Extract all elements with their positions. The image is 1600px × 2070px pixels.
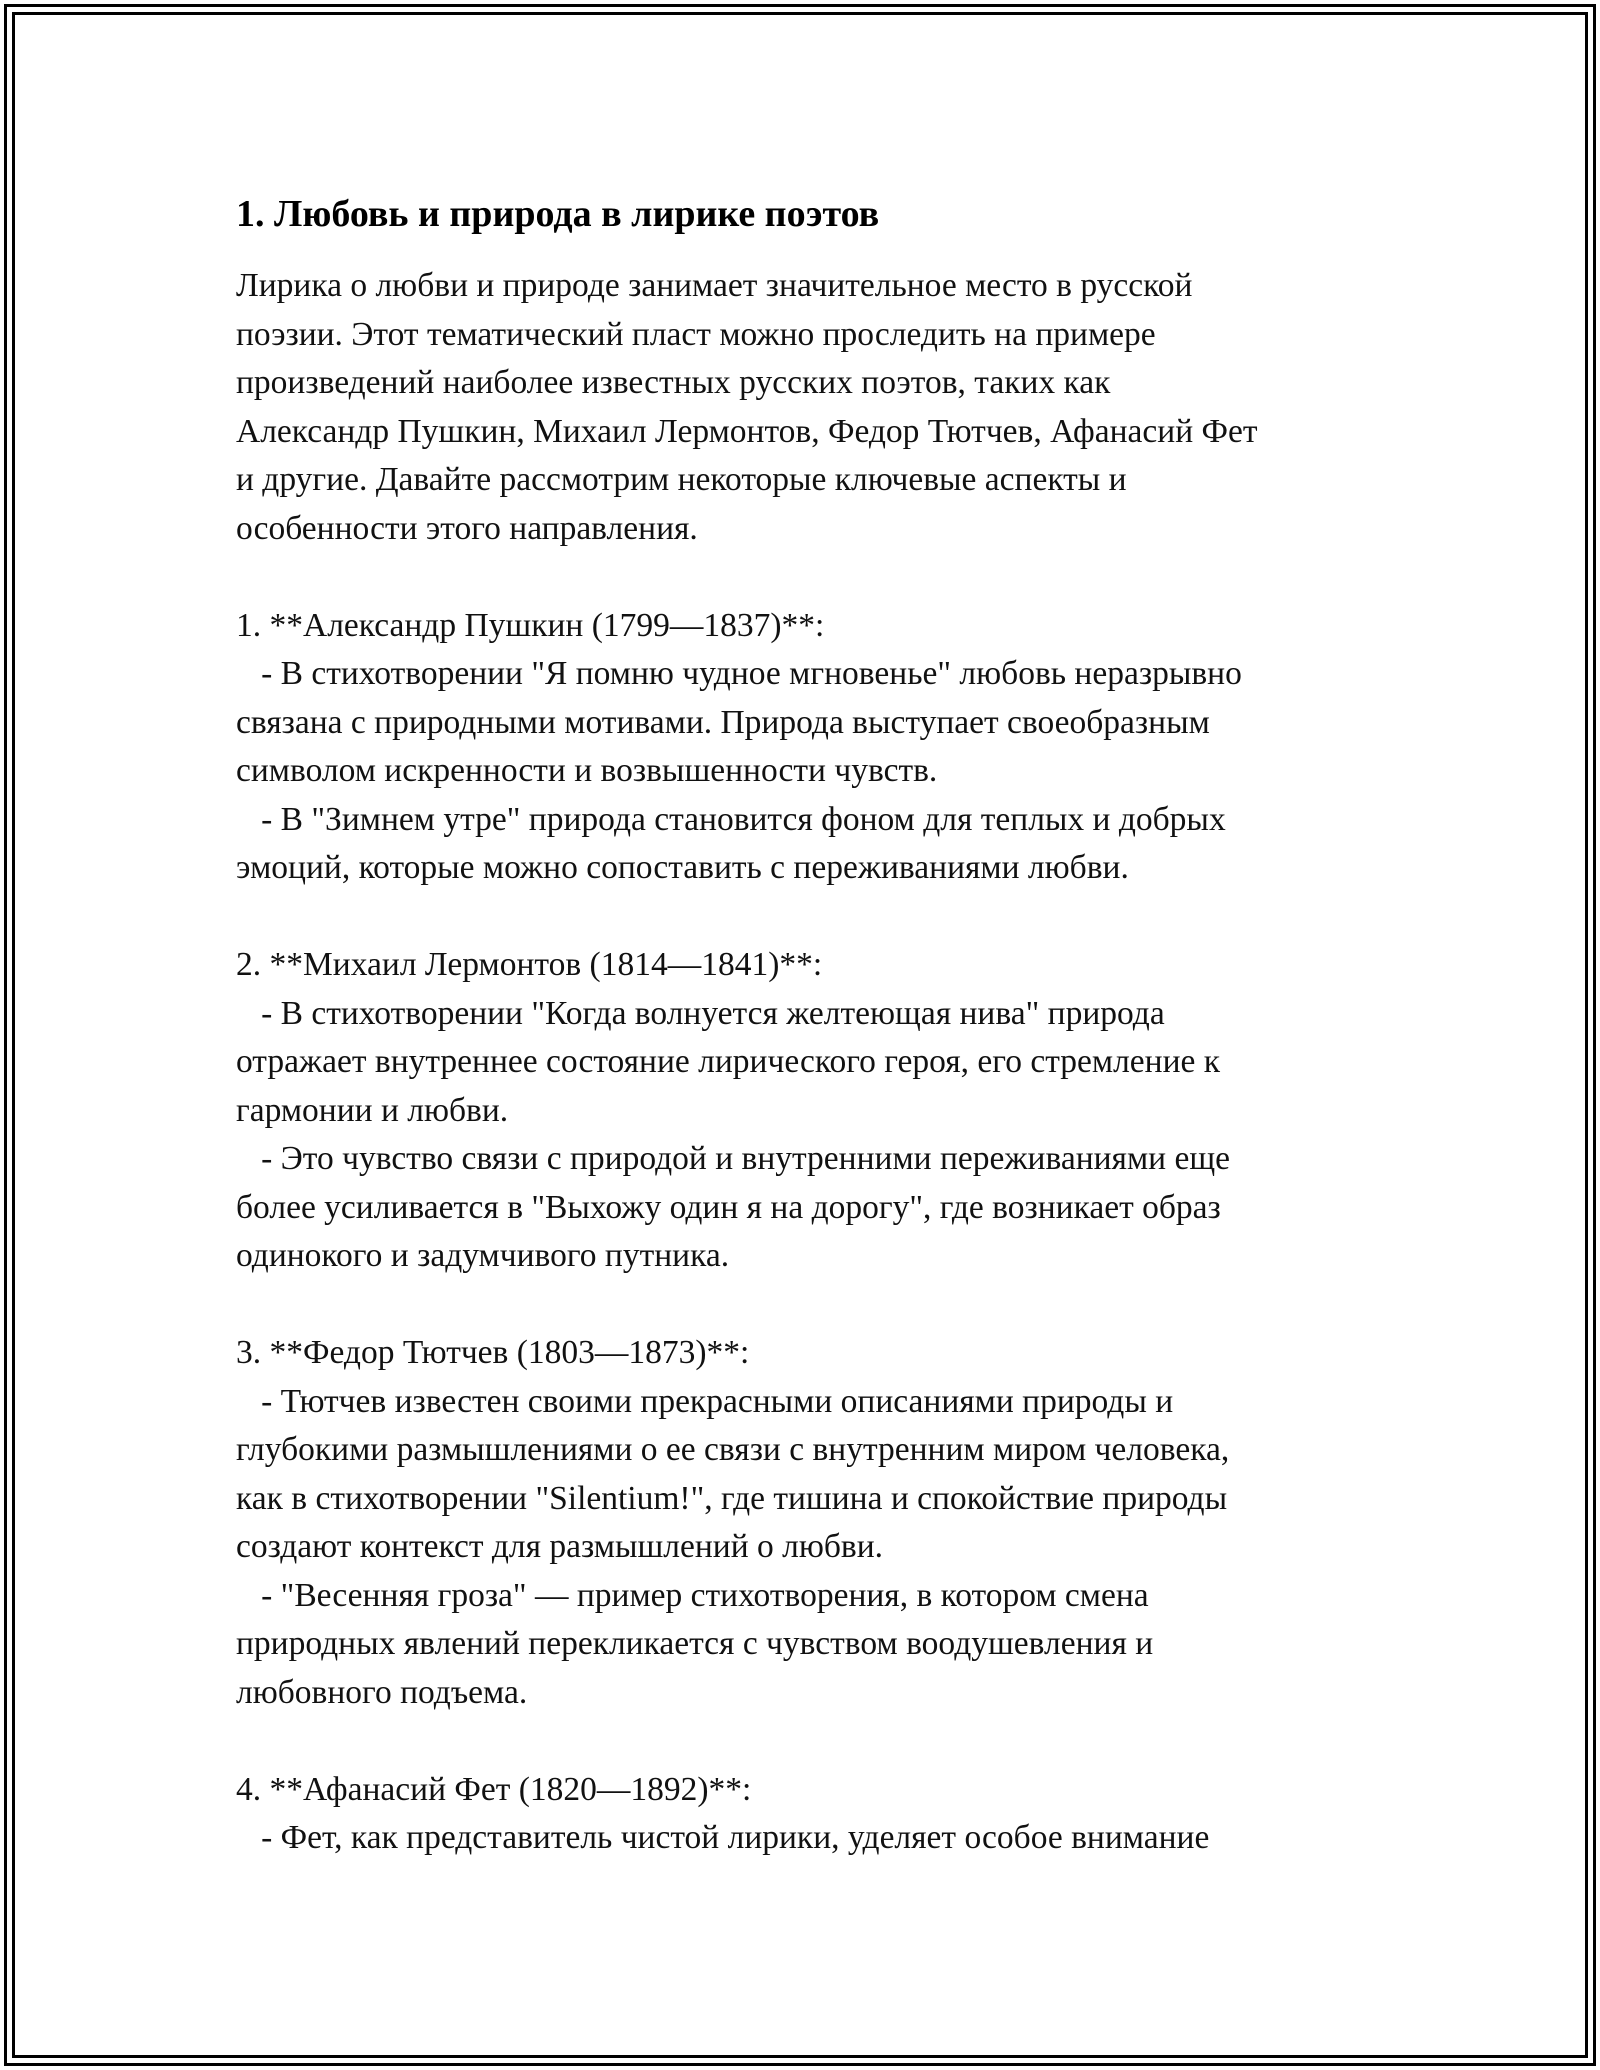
text-line: отражает внутреннее состояние лирического героя, его стремление к [236, 1043, 1221, 1080]
text-line: связана с природными мотивами. Природа выступает своеобразным [236, 703, 1210, 741]
blank-line [236, 553, 1416, 602]
text-line: - Тютчев известен своими прекрасными описаниями природы и [236, 1382, 1174, 1420]
text-line: одинокого и задумчивого путника. [236, 1237, 730, 1274]
text-line: - В стихотворении "Я помню чудное мгновенье" любовь неразрывно [236, 655, 1242, 692]
blank-line [236, 1717, 1416, 1766]
text-line: Лирика о любви и природе занимает значительное место в русской [236, 267, 1193, 304]
text-line: гармонии и любви. [236, 1091, 509, 1129]
paragraph-lines [236, 262, 1416, 1863]
text-line: любовного подъема. [236, 1673, 528, 1711]
text-line: особенности этого направления. [236, 509, 698, 547]
text-line: природных явлений перекликается с чувством воодушевления и [236, 1625, 1154, 1662]
text-line: Александр Пушкин, Михаил Лермонтов, Федор Тютчев, Афанасий Фет [236, 412, 1258, 450]
text-line: глубокими размышлениями о ее связи с внутренним миром человека, [236, 1431, 1230, 1468]
text-line: символом искренности и возвышенности чувств. [236, 752, 938, 789]
text-line: 2. **Михаил Лермонтов (1814—1841)**: [236, 946, 823, 983]
text-line: - В "Зимнем утре" природа становится фоном для теплых и добрых [236, 800, 1226, 838]
blank-line [236, 1281, 1416, 1330]
text-line: произведений наиболее известных русских поэтов, таких как [236, 364, 1111, 401]
text-line: эмоций, которые можно сопоставить с переживаниями любви. [236, 849, 1129, 886]
text-line: 3. **Федор Тютчев (1803—1873)**: [236, 1334, 750, 1371]
section-heading: 1. Любовь и природа в лирике поэтов [236, 193, 880, 235]
text-line: - Это чувство связи с природой и внутренними переживаниями еще [236, 1140, 1230, 1177]
document-body [236, 188, 1416, 1863]
text-line: более усиливается в "Выхожу один я на дорогу", где возникает образ [236, 1188, 1221, 1226]
text-line: 4. **Афанасий Фет (1820—1892)**: [236, 1770, 752, 1808]
text-line: как в стихотворении "Silentium!", где тишина и спокойствие природы [236, 1479, 1228, 1517]
text-line: 1. **Александр Пушкин (1799—1837)**: [236, 606, 825, 644]
text-line: - В стихотворении "Когда волнуется желтеющая нива" природа [236, 994, 1165, 1032]
text-line: создают контекст для размышлений о любви. [236, 1528, 884, 1565]
text-line: - Фет, как представитель чистой лирики, уделяет особое внимание [236, 1819, 1210, 1856]
blank-line [236, 893, 1416, 942]
text-line: - "Весенняя гроза" — пример стихотворения, в котором смена [236, 1576, 1149, 1614]
text-line: поэзии. Этот тематический пласт можно проследить на примере [236, 315, 1156, 353]
text-line: и другие. Давайте рассмотрим некоторые ключевые аспекты и [236, 461, 1127, 498]
